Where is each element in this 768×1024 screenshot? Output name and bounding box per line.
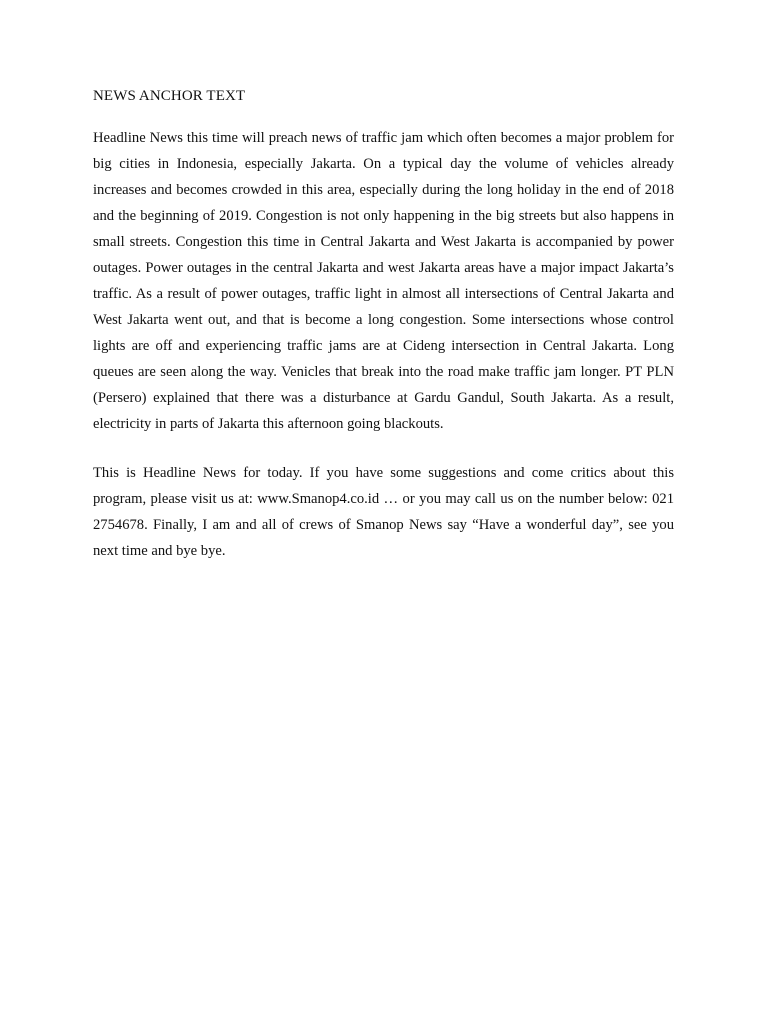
paragraph-news-report: Headline News this time will preach news of traffic jam which often becomes a major problem for big cities in Indonesia, especially Jakarta. On a typical day the volume of vehicles already increases and becomes crowded in this area, especially during the long holiday in the end of 2018 and the beginning of 2019. Congestion is not only happening in the big streets but also happens in small streets. Congestion this time in Central Jakarta and West Jakarta is accompanied by power outages. Power outages in the central Jakarta and west Jakarta areas have a major impact Jakarta’s traffic. As a result of power outages, traffic light in almost all intersections of Central Jakarta and West Jakarta went out, and that is become a long congestion. Some intersections whose control lights are off and experiencing traffic jams are at Cideng intersection in Central Jakarta. Long queues are seen along the way. Venicles that break into the road make traffic jam longer. PT PLN (Persero) explained that there was a disturbance at Gardu Gandul, South Jakarta. As a result, electricity in parts of Jakarta this afternoon going blackouts. xyxy=(93,130,674,432)
document-title: NEWS ANCHOR TEXT xyxy=(93,88,246,104)
document-body xyxy=(93,86,674,564)
paragraph-closing: This is Headline News for today. If you have some suggestions and come critics about this program, please visit us at: www.Smanop4.co.id … or you may call us on the number below: 021 2754678. Finally, I am and all of crews of Smanop News say “Have a wonderful day”, see you next time and bye bye. xyxy=(93,465,674,559)
